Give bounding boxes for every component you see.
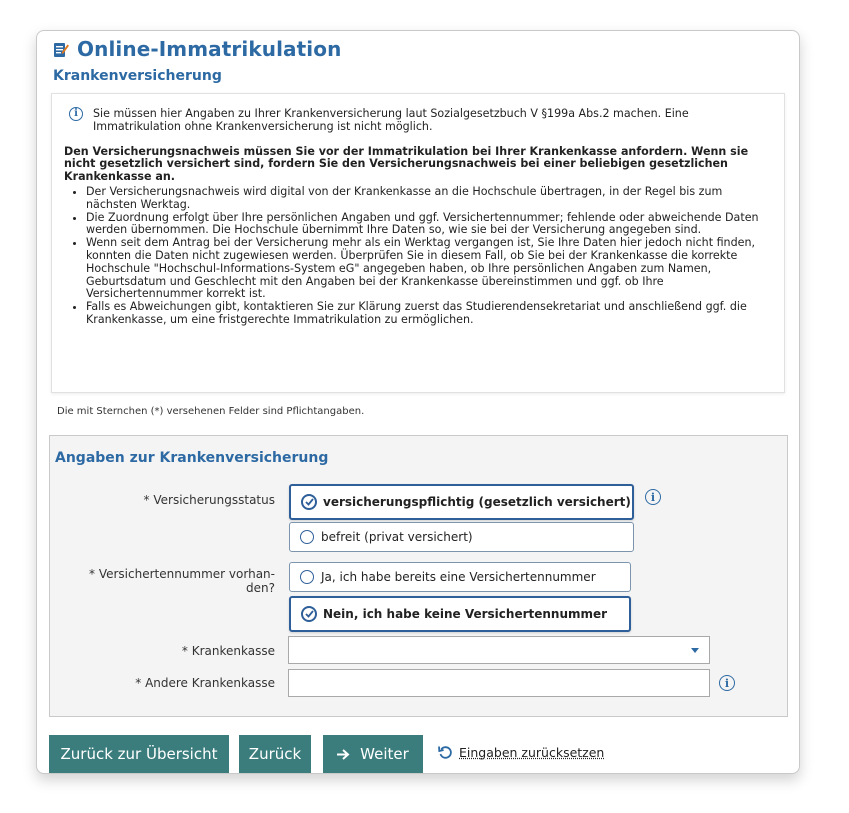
status-option-befreit[interactable] — [289, 522, 634, 552]
check-circle-icon — [301, 494, 317, 510]
info-icon[interactable]: i — [719, 675, 735, 691]
back-button[interactable]: Zurück — [239, 735, 311, 773]
immatrikulation-card — [36, 30, 800, 774]
number-label-line2: den? — [246, 581, 275, 595]
overview-button[interactable]: Zurück zur Übersicht — [49, 735, 229, 773]
edit-form-icon — [53, 40, 69, 58]
list-item: • Der Versicherungsnachweis wird digital von der Krankenkasse an die Hochschule übertragen, in der Regel bis zum nächsten Werktag. — [86, 186, 772, 212]
insurance-form-panel — [49, 435, 788, 717]
kasse-label: * Krankenkasse — [181, 644, 275, 658]
number-option-ja[interactable] — [289, 562, 631, 592]
krankenkasse-select[interactable] — [288, 636, 710, 664]
andere-label: * Andere Krankenkasse — [135, 676, 275, 690]
caret-down-icon — [691, 648, 699, 653]
andere-krankenkasse-input[interactable] — [288, 669, 710, 697]
status-label: * Versicherungsstatus — [143, 493, 275, 507]
radio-empty-icon — [300, 570, 314, 584]
info-icon: i — [69, 107, 83, 121]
title-row — [53, 37, 341, 61]
check-circle-icon — [301, 606, 317, 622]
undo-icon — [438, 745, 453, 760]
status-option-label: versicherungspflichtig (gesetzlich versichert) — [323, 495, 631, 509]
info-bold-paragraph: Den Versicherungsnachweis müssen Sie vor der Immatrikulation bei Ihrer Krankenkasse anfordern. Wenn sie nicht gesetzlich versichert sind, fordern Sie den Versicherungsnachweis bei einer beliebigen gesetzlichen Krankenkasse an. — [64, 144, 749, 184]
next-button-label: Weiter — [360, 745, 409, 763]
next-button[interactable] — [323, 735, 423, 773]
list-item: • Wenn seit dem Antrag bei der Versicherung mehr als ein Werktag vergangen ist, Sie Ihre Daten hier jedoch nicht finden, konnten die Daten nicht zugewiesen werden. Überprüfen Sie in diesem Fall, ob Sie bei der Krankenkasse die korrekte Hochschule "Hochschul-Informations-System eG" angegeben haben, ob Ihre persönlichen Angaben zum Namen, Geburtsdatum und Geschlecht mit den Angaben bei der Krankenkasse übereinstimmen und ggf. ob Ihre Versichertennummer korrekt ist. — [86, 237, 772, 301]
number-option-label: Nein, ich habe keine Versichertennummer — [323, 607, 608, 621]
info-intro — [64, 108, 772, 134]
radio-empty-icon — [300, 530, 314, 544]
number-label-line1: * Versichertennummer vorhan- — [89, 567, 275, 581]
form-heading: Angaben zur Krankenversicherung — [55, 450, 329, 466]
required-fields-note: Die mit Sternchen (*) versehenen Felder sind Pflichtangaben. — [57, 406, 365, 417]
reset-link[interactable] — [438, 745, 604, 760]
info-box — [51, 93, 785, 393]
status-option-gesetzlich[interactable] — [289, 484, 634, 520]
number-label — [89, 567, 275, 595]
list-item: • Falls es Abweichungen gibt, kontaktieren Sie zur Klärung zuerst das Studierendensekretariat und anschließend ggf. die Krankenkasse, um eine fristgerechte Immatrikulation zu ermöglichen. — [86, 301, 772, 327]
status-option-label: befreit (privat versichert) — [321, 530, 473, 544]
info-bullet-list — [64, 186, 772, 327]
info-icon[interactable]: i — [645, 489, 661, 505]
number-option-label: Ja, ich habe bereits eine Versichertennummer — [321, 570, 596, 584]
reset-link-label: Eingaben zurücksetzen — [459, 745, 605, 760]
list-item: • Die Zuordnung erfolgt über Ihre persönlichen Angaben und ggf. Versichertennummer; fehlende oder abweichende Daten werden übernommen. Die Hochschule übernimmt Ihre Daten so, wie sie bei der Versicherung angegeben sind. — [86, 212, 772, 238]
section-title: Krankenversicherung — [53, 68, 222, 84]
arrow-right-icon — [337, 749, 350, 760]
info-intro-text: Sie müssen hier Angaben zu Ihrer Krankenversicherung laut Sozialgesetzbuch V §199a Abs.2 machen. Eine Immatrikulation ohne Krankenversicherung ist nicht möglich. — [93, 107, 689, 133]
number-option-nein[interactable] — [289, 596, 631, 632]
page-title: Online-Immatrikulation — [77, 37, 342, 61]
